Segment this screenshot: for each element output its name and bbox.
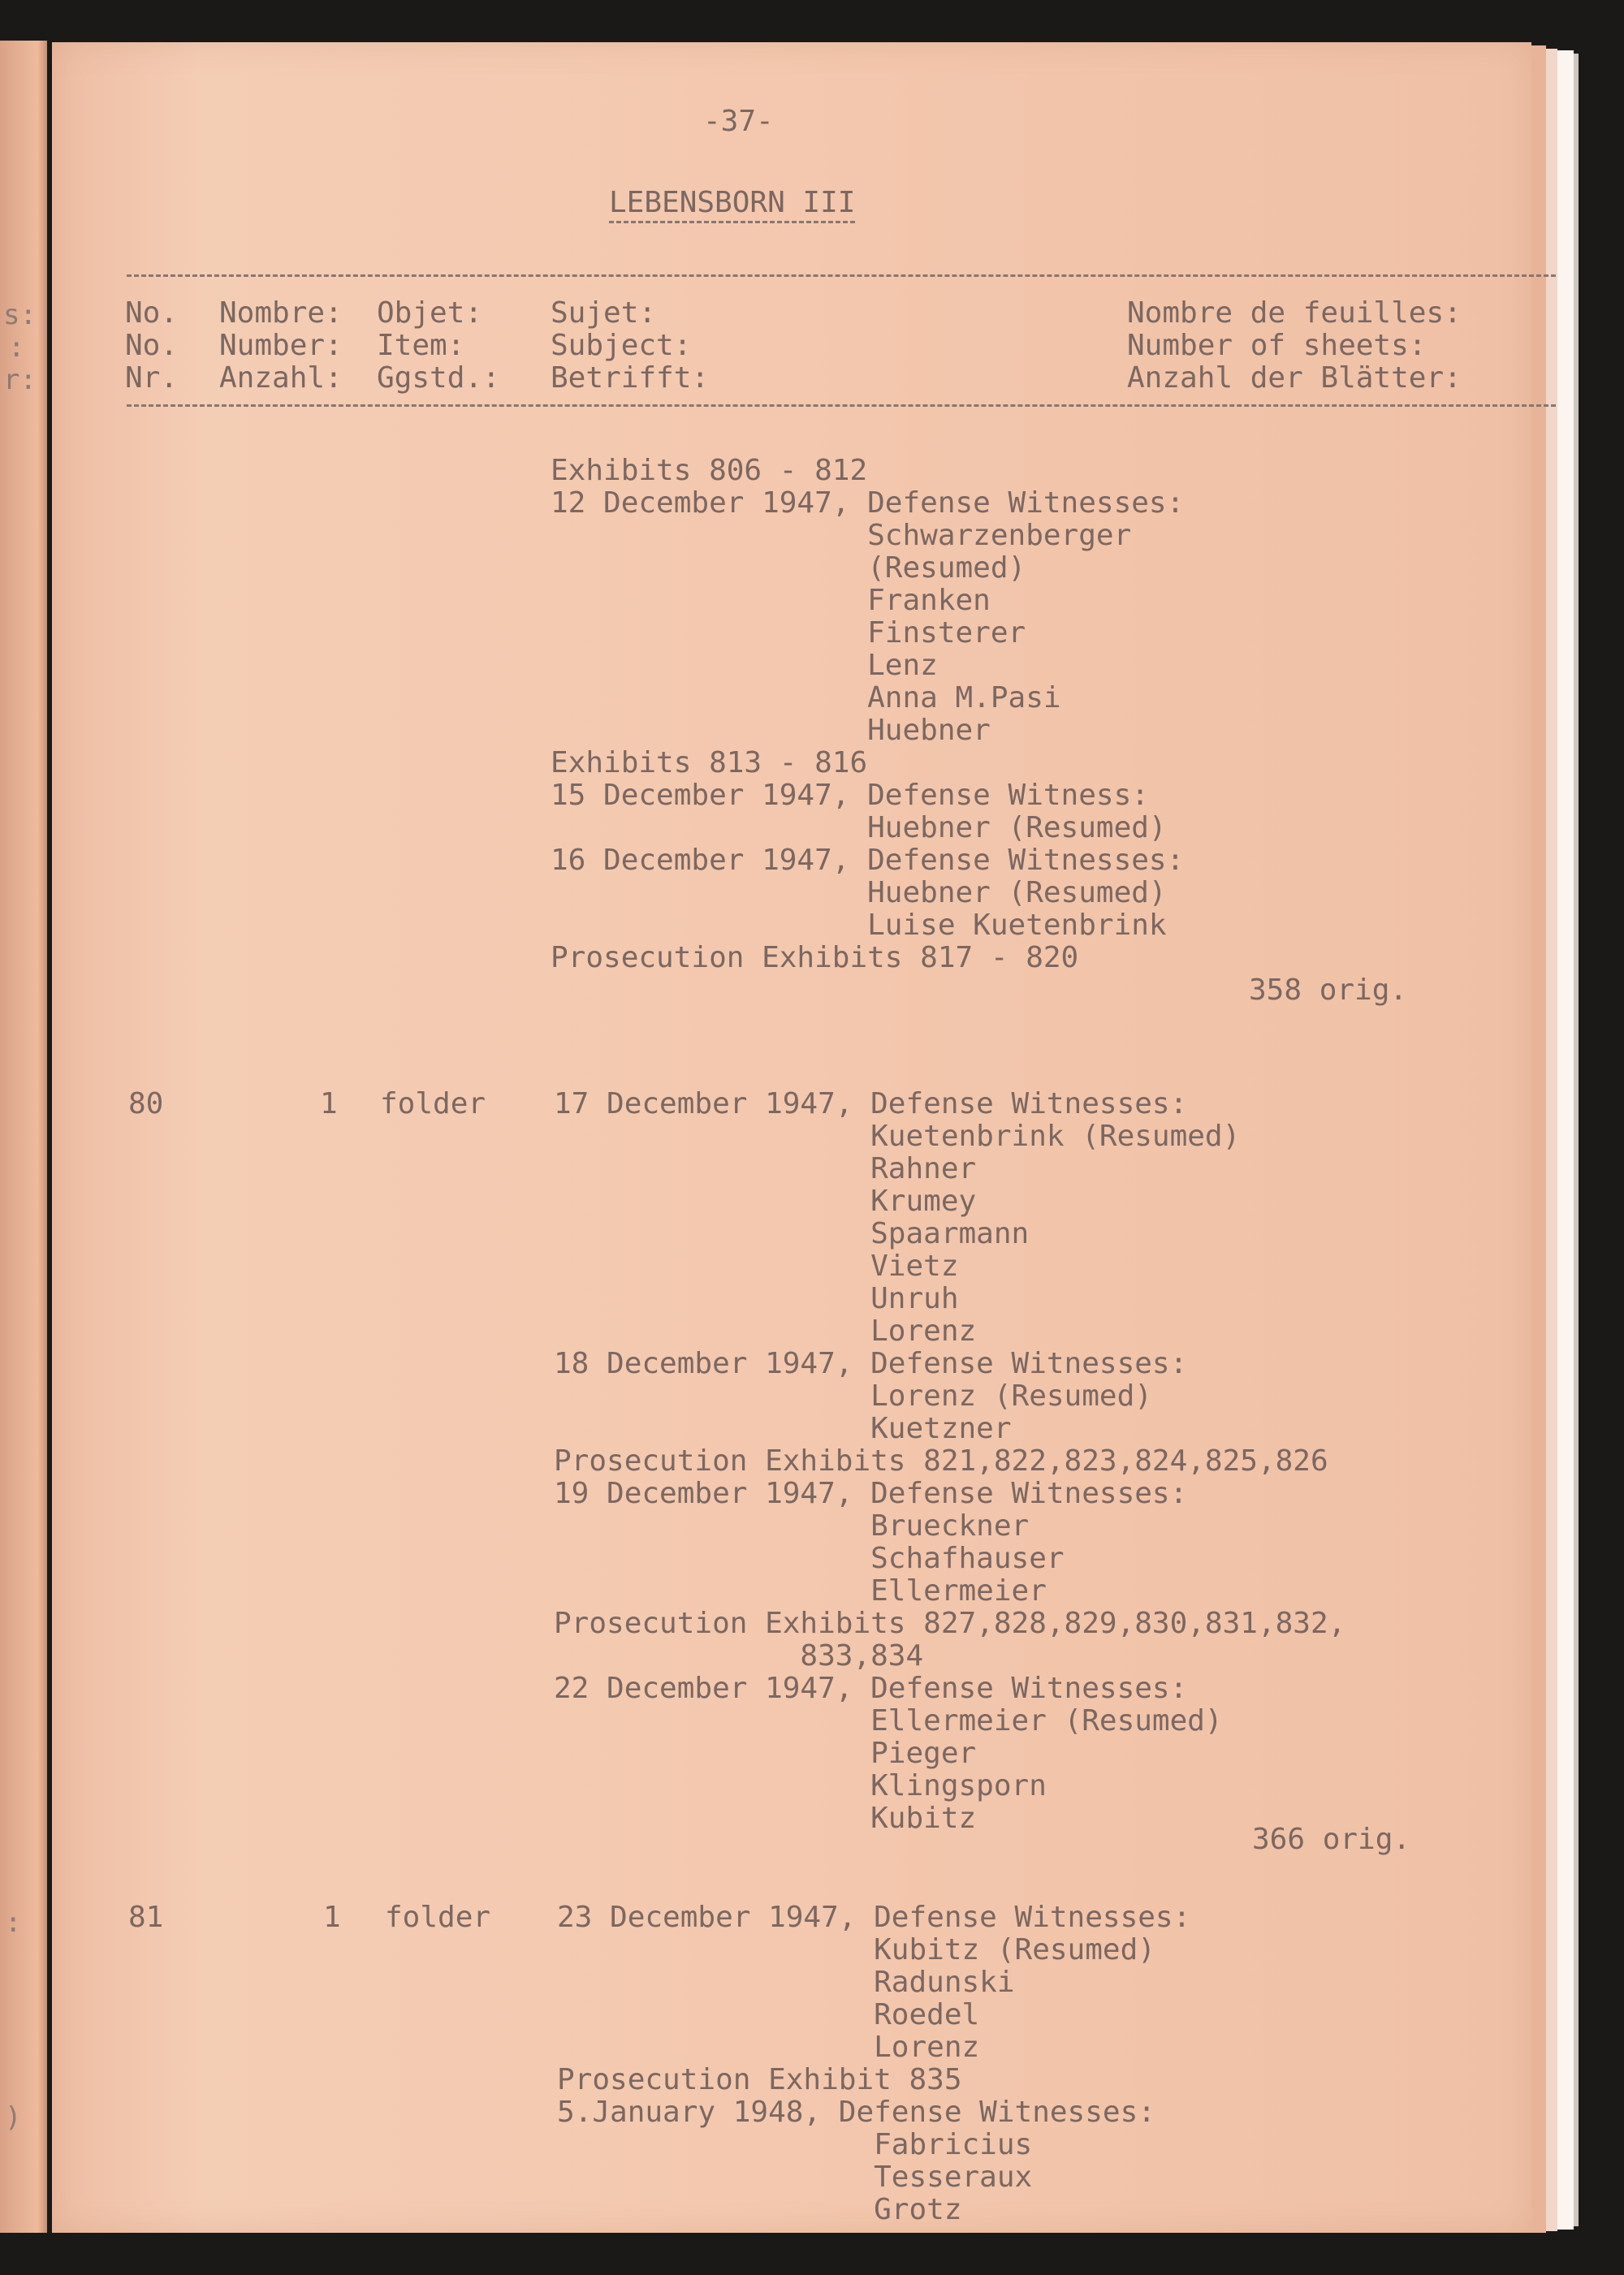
subject-line: Schwarzenberger (551, 519, 1132, 552)
header-subject-de: Betrifft: (551, 361, 710, 395)
header-item-es: Objet: (377, 296, 483, 330)
subject-line: 16 December 1947, Defense Witnesses: (551, 844, 1185, 877)
subject-line: 19 December 1947, Defense Witnesses: (554, 1477, 1188, 1510)
subject-line: Exhibits 813 - 816 (551, 746, 868, 779)
header-item-de: Ggstd.: (377, 361, 500, 395)
header-no-es: No. (125, 296, 179, 330)
subject-line: 12 December 1947, Defense Witnesses: (551, 486, 1185, 520)
entry-item: folder (385, 1901, 491, 1934)
subject-line: Lorenz (Resumed) (554, 1379, 1152, 1413)
subject-line: 17 December 1947, Defense Witnesses: (554, 1087, 1188, 1120)
left-fragment: r: (3, 364, 37, 396)
header-sheets-de: Anzahl der Blätter: (1127, 361, 1462, 395)
subject-line: Rahner (554, 1152, 977, 1185)
page-stack-edge (1546, 49, 1557, 2231)
subject-line: Pieger (554, 1737, 977, 1770)
subject-line: Tesseraux (557, 2161, 1033, 2194)
entry-subject-block (554, 1088, 1345, 1835)
subject-line: Kubitz (554, 1802, 977, 1835)
subject-line: 22 December 1947, Defense Witnesses: (554, 1672, 1188, 1705)
document-page (52, 42, 1531, 2233)
header-count-es: Nombre: (219, 296, 343, 330)
subject-line: Ellermeier (554, 1574, 1047, 1608)
subject-line: Kubitz (Resumed) (557, 1933, 1155, 1966)
subject-line: Prosecution Exhibit 835 (557, 2063, 962, 2096)
header-count-de: Anzahl: (219, 361, 343, 395)
subject-line: Kuetenbrink (Resumed) (554, 1120, 1241, 1153)
subject-line: Lorenz (557, 2031, 980, 2064)
subject-line: 23 December 1947, Defense Witnesses: (557, 1901, 1191, 1934)
page-title: LEBENSBORN III (609, 187, 855, 223)
entry-no: 80 (128, 1087, 164, 1120)
page-stack-edge (1574, 54, 1579, 2226)
subject-line: Roedel (557, 1998, 980, 2031)
left-fragment: ) (5, 2101, 22, 2134)
header-subject-es: Sujet: (551, 296, 657, 330)
subject-line: Luise Kuetenbrink (551, 909, 1167, 942)
page-number: -37- (703, 105, 774, 138)
header-item-en: Item: (377, 329, 465, 362)
subject-line: Franken (551, 584, 991, 617)
left-fragment: : (8, 331, 25, 364)
page-stack-edge (1531, 45, 1546, 2233)
header-rule-bottom (127, 404, 1556, 423)
subject-line: Prosecution Exhibits 821,822,823,824,825,826 (554, 1444, 1328, 1478)
subject-line: Grotz (557, 2193, 962, 2226)
subject-line: Lenz (551, 649, 938, 682)
subject-line: Fabricius (557, 2128, 1033, 2161)
subject-line: Schafhauser (554, 1542, 1065, 1575)
subject-line: Huebner (Resumed) (551, 811, 1167, 844)
subject-line: Kuetzner (554, 1412, 1012, 1445)
header-no-en: No. (125, 329, 179, 362)
subject-line: Krumey (554, 1185, 977, 1218)
subject-line: Huebner (Resumed) (551, 876, 1167, 909)
subject-line: Anna M.Pasi (551, 681, 1061, 714)
header-sheets-es: Nombre de feuilles: (1127, 296, 1462, 330)
subject-line: Brueckner (554, 1509, 1030, 1543)
entry-sheets: 358 orig. (1249, 973, 1408, 1007)
entry-count: 1 (320, 1087, 338, 1120)
entry-sheets: 366 orig. (1252, 1823, 1411, 1856)
entry-subject-block (557, 1902, 1190, 2226)
subject-line: 15 December 1947, Defense Witness: (551, 779, 1149, 812)
entry-subject-block (551, 455, 1184, 974)
subject-line: Vietz (554, 1250, 959, 1283)
subject-line: 5.January 1948, Defense Witnesses: (557, 2096, 1155, 2129)
subject-line: Lorenz (554, 1314, 977, 1348)
subject-line: Radunski (557, 1966, 1015, 1999)
header-no-de: Nr. (125, 361, 179, 395)
entry-no: 81 (128, 1901, 164, 1934)
subject-line: (Resumed) (551, 551, 1026, 585)
entry-count: 1 (323, 1901, 341, 1934)
header-count-en: Number: (219, 329, 343, 362)
header-rule-top (127, 274, 1556, 293)
left-fragment: s: (3, 299, 37, 331)
subject-line: Unruh (554, 1282, 959, 1315)
subject-line: Exhibits 806 - 812 (551, 454, 868, 487)
subject-line: Finsterer (551, 616, 1026, 650)
subject-line: Klingsporn (554, 1769, 1047, 1802)
left-fragment: : (5, 1906, 22, 1939)
subject-line: Prosecution Exhibits 827,828,829,830,831,832, (554, 1607, 1346, 1640)
header-sheets-en: Number of sheets: (1127, 329, 1427, 362)
subject-line: Huebner (551, 714, 991, 747)
header-subject-en: Subject: (551, 329, 692, 362)
subject-line: Ellermeier (Resumed) (554, 1704, 1223, 1738)
subject-line: 18 December 1947, Defense Witnesses: (554, 1347, 1188, 1380)
page-stack-edge (1557, 50, 1574, 2230)
subject-line: Prosecution Exhibits 817 - 820 (551, 941, 1079, 974)
subject-line: 833,834 (554, 1639, 924, 1673)
subject-line: Spaarmann (554, 1217, 1030, 1250)
entry-item: folder (380, 1087, 486, 1120)
